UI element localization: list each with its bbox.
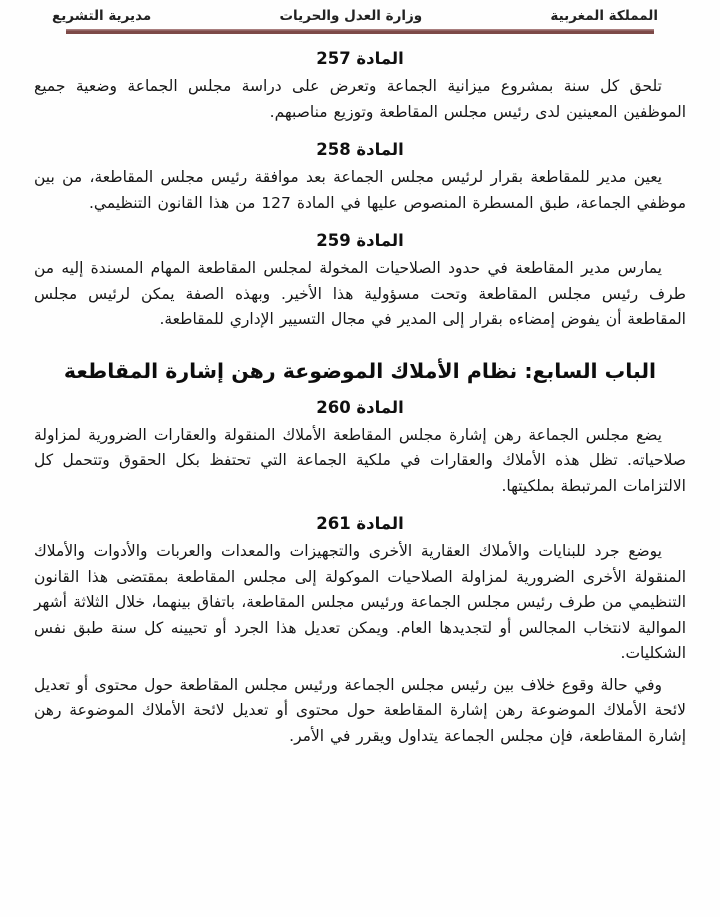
article-257-paragraph: تلحق كل سنة بمشروع ميزانية الجماعة وتعرض على دراسة مجلس الجماعة وضعية جميع الموظفين المعينين لدى رئيس مجلس المقاطعة وتوزيع مناصبهم. bbox=[34, 77, 686, 121]
document-header bbox=[0, 0, 720, 26]
chapter-seven-title: الباب السابع: نظام الأملاك الموضوعة رهن إشارة المقاطعة bbox=[63, 358, 657, 383]
header-kingdom-name: المملكة المغربية bbox=[550, 8, 658, 24]
article-258-paragraph: يعين مدير للمقاطعة بقرار لرئيس مجلس الجماعة بعد موافقة رئيس مجلس المقاطعة، من بين موظفي الجماعة، طبق المسطرة المنصوص عليها في المادة 127 من هذا القانون التنظيمي. bbox=[34, 168, 686, 212]
article-260-heading: المادة 260 bbox=[316, 397, 404, 417]
article-261-paragraph-1: يوضع جرد للبنايات والأملاك العقارية الأخرى والتجهيزات والمعدات والعربات والأدوات والأملاك المنقولة الأخرى الضرورية لمزاولة الصلاحيات الموكولة إلى مجلس المقاطعة بمقتضى هذا القانون التنظيمي من طرف رئيس مجلس الجماعة ورئيس مجلس المقاطعة، باتفاق بينهما، خلال الثلاثة أشهر الموالية لانتخاب المجالس أو لتجديدها العام. ويمكن تعديل هذا الجرد أو تحيينه كل سنة طبق نفس الشكليات. bbox=[34, 542, 686, 662]
article-259-heading: المادة 259 bbox=[316, 231, 404, 250]
article-261-heading: المادة 261 bbox=[316, 514, 404, 533]
article-257-heading: المادة 257 bbox=[316, 49, 404, 68]
article-259-paragraph: يمارس مدير المقاطعة في حدود الصلاحيات المخولة لمجلس المقاطعة المهام المسندة إليه من طرف رئيس مجلس المقاطعة وتحت مسؤولية هذا الأخير. وبهذه الصفة يمكن لرئيس مجلس المقاطعة أن يفوض إمضاءه بقرار إلى المدير في مجال التسيير الإداري للمقاطعة. bbox=[34, 259, 686, 328]
article-258-heading: المادة 258 bbox=[316, 140, 404, 159]
article-260-paragraph: يضع مجلس الجماعة رهن إشارة مجلس المقاطعة الأملاك المنقولة والعقارات الضرورية لمزاولة صلاحياته. تظل هذه الأملاك والعقارات في ملكية الجماعة التي تحتفظ بكل الحقوق وتتحمل كل الالتزامات المرتبطة بملكيتها. bbox=[34, 425, 686, 495]
document-body bbox=[0, 49, 720, 749]
header-rule bbox=[66, 29, 654, 34]
article-261-paragraph-2: وفي حالة وقوع خلاف بين رئيس مجلس الجماعة ورئيس مجلس المقاطعة حول محتوى أو تعديل لائحة الأملاك الموضوعة رهن إشارة المقاطعة حول محتوى أو تعديل لائحة الأملاك الموضوعة رهن إشارة المقاطعة، فإن مجلس الجماعة يتداول ويقرر في الأمر. bbox=[34, 675, 686, 745]
header-ministry-name: وزارة العدل والحريات bbox=[279, 8, 423, 24]
header-directorate-name: مديرية التشريع bbox=[52, 8, 152, 24]
